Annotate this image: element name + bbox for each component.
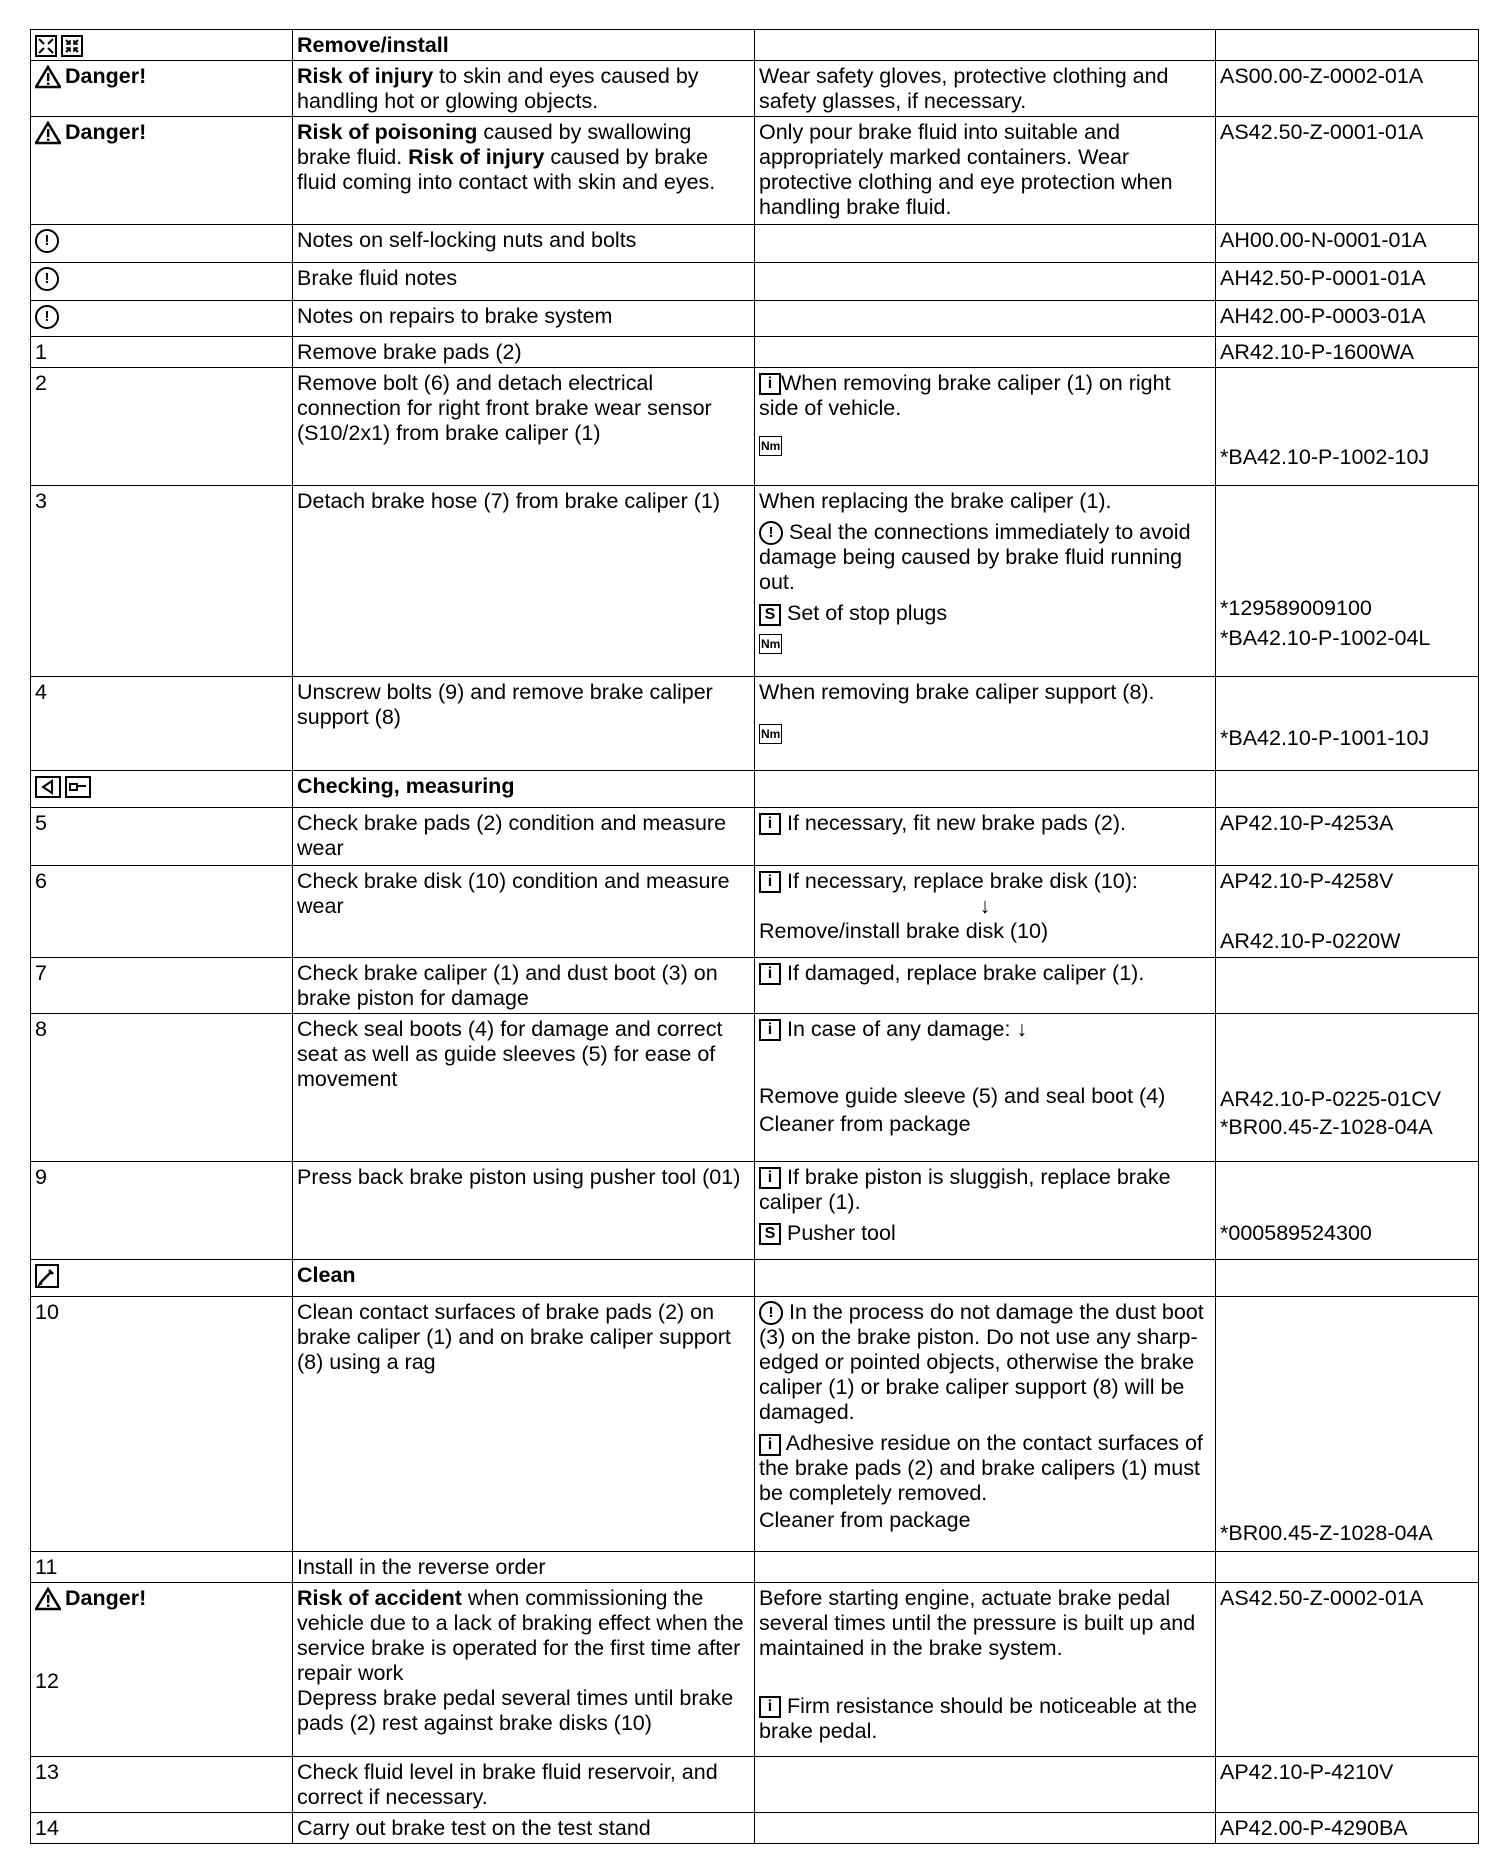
reference: AP42.10-P-4210V bbox=[1216, 1757, 1479, 1813]
reference: AP42.10-P-4253A bbox=[1216, 808, 1479, 866]
section-title: Clean bbox=[293, 1260, 755, 1297]
reference: *BA42.10-P-1002-04L bbox=[1220, 626, 1431, 650]
info-icon: i bbox=[759, 373, 781, 395]
procedure-table bbox=[30, 29, 1479, 1844]
note-icon: ! bbox=[35, 305, 59, 329]
info-icon: i bbox=[759, 1434, 781, 1456]
step-row: 10 Clean contact surfaces of brake pads (2) on brake caliper (1) and on brake caliper support (8) using a rag ! In the process do not damage the dust boot (3) on the brake piston. Do not use any sharp-edged or pointed objects, otherwise the brake caliper (1) or brake caliper support (8) will be damaged. i Adhesive residue on the contact surfaces of the brake pads (2) and brake calipers (1) must be completely removed. Cleaner from package *BR00.45-Z-1028-04A bbox=[31, 1297, 1479, 1552]
down-arrow-icon: ↓ bbox=[979, 894, 991, 918]
section-icons bbox=[31, 30, 293, 61]
tool-icon: S bbox=[759, 604, 781, 626]
check-icon bbox=[35, 776, 61, 798]
step-row: 4 Unscrew bolts (9) and remove brake caliper support (8) When removing brake caliper support (8). Nm *BA42.10-P-1001-10J bbox=[31, 677, 1479, 771]
remove-icon bbox=[35, 35, 57, 57]
section-row-clean bbox=[31, 1260, 1479, 1297]
tool-icon: S bbox=[759, 1223, 781, 1245]
step-row: 7 Check brake caliper (1) and dust boot (3) on brake piston for damage i If damaged, replace brake caliper (1). bbox=[31, 958, 1479, 1014]
torque-icon: Nm bbox=[759, 634, 782, 654]
info-icon: i bbox=[759, 1167, 781, 1189]
section-title: Remove/install bbox=[293, 30, 755, 61]
reference: *000589524300 bbox=[1220, 1221, 1372, 1245]
reference: AS00.00-Z-0002-01A bbox=[1216, 61, 1479, 117]
reference: AH42.00-P-0003-01A bbox=[1216, 301, 1479, 337]
step-row: 13 Check fluid level in brake fluid reservoir, and correct if necessary. AP42.10-P-4210V bbox=[31, 1757, 1479, 1813]
reference: AS42.50-Z-0002-01A bbox=[1216, 1583, 1479, 1757]
step-row: 2 Remove bolt (6) and detach electrical connection for right front brake wear sensor (S10/2x1) from brake caliper (1) i When removing brake caliper (1) on right side of vehicle. Nm *BA42.10-P-1002-10J bbox=[31, 368, 1479, 486]
warning-icon bbox=[35, 65, 61, 89]
danger-label: Danger! bbox=[65, 1586, 147, 1610]
section-title: Checking, measuring bbox=[293, 771, 755, 808]
info-icon: i bbox=[759, 813, 781, 835]
reference: *BR00.45-Z-1028-04A bbox=[1220, 1521, 1433, 1545]
danger-row: Danger! 12 Risk of accident when commissioning the vehicle due to a lack of braking effect when the service brake is operated for the first time after repair work Depress brake pedal several times until brake pads (2) rest against brake disks (10) Before starting engine, actuate brake pedal several times until the pressure is built up and maintained in the brake system. i Firm resistance should be noticeable at the brake pedal. AS42.50-Z-0002-01A bbox=[31, 1583, 1479, 1757]
info-icon: i bbox=[759, 963, 781, 985]
reference: AR42.10-P-0220W bbox=[1220, 929, 1401, 953]
reference: AS42.50-Z-0001-01A bbox=[1216, 117, 1479, 225]
info-icon: i bbox=[759, 871, 781, 893]
note-icon: ! bbox=[759, 1301, 783, 1325]
note-row: ! Notes on self-locking nuts and bolts AH00.00-N-0001-01A bbox=[31, 225, 1479, 263]
reference: AH42.50-P-0001-01A bbox=[1216, 263, 1479, 301]
danger-row: Danger! Risk of poisoning caused by swallowing brake fluid. Risk of injury caused by brake fluid coming into contact with skin and eyes. Only pour brake fluid into suitable and appropriately marked containers. Wear protective clothing and eye protection when handling brake fluid. AS42.50-Z-0001-01A bbox=[31, 117, 1479, 225]
section-row-checking bbox=[31, 771, 1479, 808]
reference: *BR00.45-Z-1028-04A bbox=[1220, 1115, 1433, 1139]
step-row: 5 Check brake pads (2) condition and measure wear i If necessary, fit new brake pads (2). AP42.10-P-4253A bbox=[31, 808, 1479, 866]
step-row: 1 Remove brake pads (2) AR42.10-P-1600WA bbox=[31, 337, 1479, 368]
note-row: ! Brake fluid notes AH42.50-P-0001-01A bbox=[31, 263, 1479, 301]
reference: AR42.10-P-0225-01CV bbox=[1220, 1087, 1442, 1111]
info-icon: i bbox=[759, 1696, 781, 1718]
torque-icon: Nm bbox=[759, 436, 782, 456]
clean-icon bbox=[35, 1264, 59, 1288]
section-row-remove-install bbox=[31, 30, 1479, 61]
note-icon: ! bbox=[35, 267, 59, 291]
step-number: 12 bbox=[35, 1669, 59, 1693]
warning-icon bbox=[35, 121, 61, 145]
down-arrow-icon: ↓ bbox=[1016, 1017, 1028, 1041]
danger-label: Danger! bbox=[65, 120, 147, 144]
reference: *129589009100 bbox=[1220, 596, 1372, 620]
warning-icon bbox=[35, 1587, 61, 1611]
note-row: ! Notes on repairs to brake system AH42.00-P-0003-01A bbox=[31, 301, 1479, 337]
danger-label: Danger! bbox=[65, 64, 147, 88]
info-icon: i bbox=[759, 1019, 781, 1041]
note-icon: ! bbox=[35, 229, 59, 253]
reference: *BA42.10-P-1001-10J bbox=[1220, 726, 1430, 750]
note-icon: ! bbox=[759, 521, 783, 545]
reference: *BA42.10-P-1002-10J bbox=[1220, 445, 1430, 469]
install-icon bbox=[61, 35, 83, 57]
step-row: 6 Check brake disk (10) condition and measure wear i If necessary, replace brake disk (10): ↓ Remove/install brake disk (10) AP42.10-P-4258V AR42.10-P-0220W bbox=[31, 866, 1479, 958]
torque-icon: Nm bbox=[759, 724, 782, 744]
step-row: 3 Detach brake hose (7) from brake caliper (1) When replacing the brake caliper (1). ! Seal the connections immediately to avoid damage being caused by brake fluid running out. S Set of stop plugs Nm *129589009100 *BA42.10-P-1002-04L bbox=[31, 486, 1479, 677]
step-row: 9 Press back brake piston using pusher tool (01) i If brake piston is sluggish, replace brake caliper (1). S Pusher tool *000589524300 bbox=[31, 1162, 1479, 1260]
reference: AP42.10-P-4258V bbox=[1220, 869, 1394, 893]
section-icons bbox=[31, 1260, 293, 1297]
reference: AR42.10-P-1600WA bbox=[1216, 337, 1479, 368]
reference: AH00.00-N-0001-01A bbox=[1216, 225, 1479, 263]
danger-row: Danger! Risk of injury to skin and eyes caused by handling hot or glowing objects. Wear safety gloves, protective clothing and safety glasses, if necessary. AS00.00-Z-0002-01A bbox=[31, 61, 1479, 117]
step-row: 14 Carry out brake test on the test stand AP42.00-P-4290BA bbox=[31, 1813, 1479, 1844]
step-row: 11 Install in the reverse order bbox=[31, 1552, 1479, 1583]
section-icons bbox=[31, 771, 293, 808]
reference: AP42.00-P-4290BA bbox=[1216, 1813, 1479, 1844]
step-row: 8 Check seal boots (4) for damage and correct seat as well as guide sleeves (5) for ease of movement i In case of any damage: ↓ Remove guide sleeve (5) and seal boot (4) Cleaner from package AR42.10-P-0225-01CV *BR00.45-Z-1028-04A bbox=[31, 1014, 1479, 1162]
measure-icon bbox=[65, 776, 91, 798]
